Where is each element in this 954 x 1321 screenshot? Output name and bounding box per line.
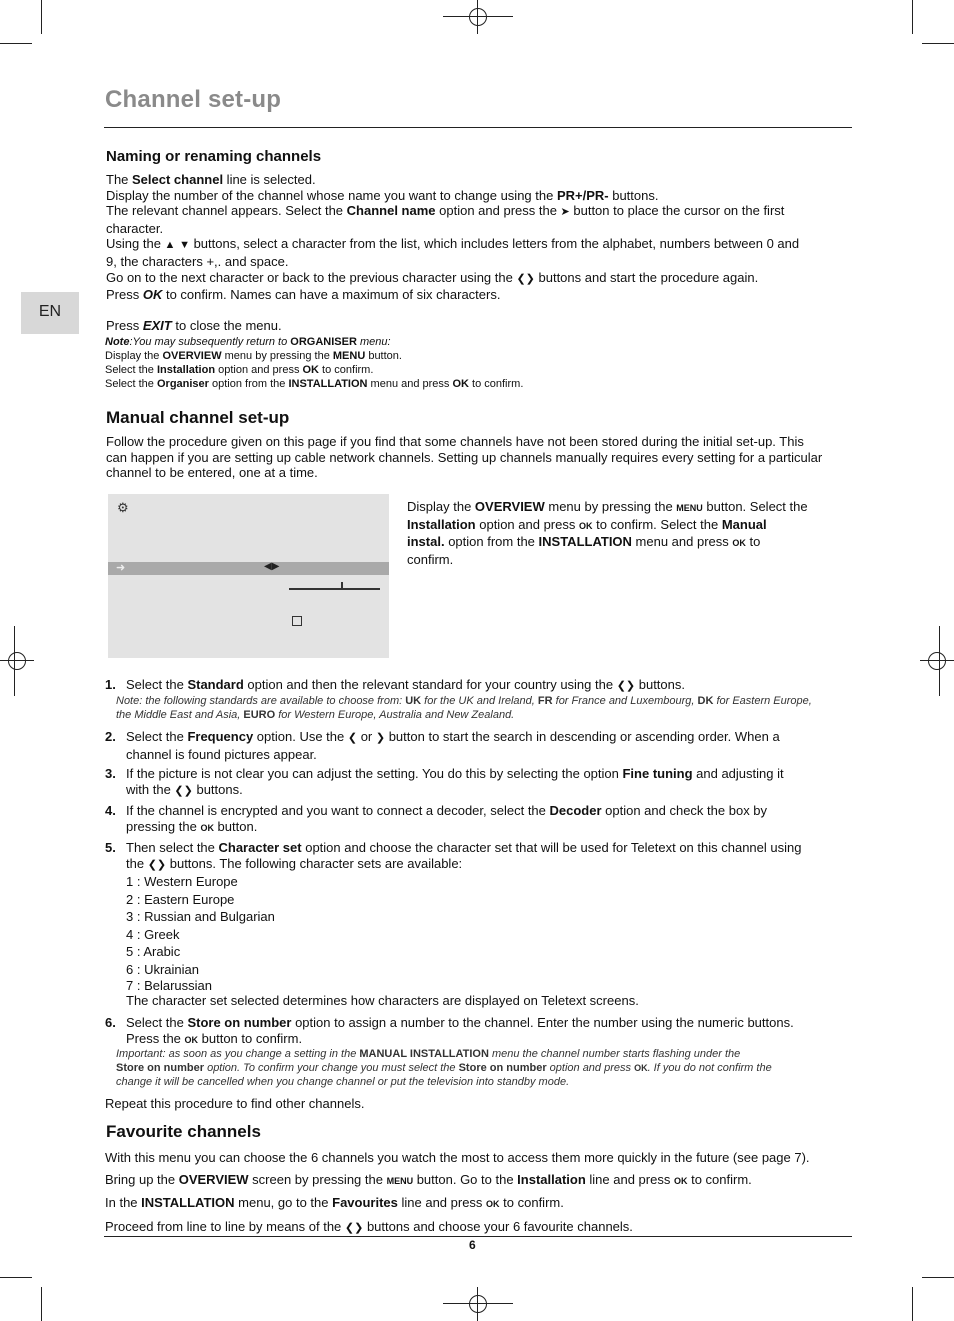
registration-mark (443, 0, 513, 34)
step-3: If the picture is not clear you can adjust the setting. You do this by selecting the option Fine tuning and adjusting it with the ❮❯ buttons. (126, 766, 784, 797)
page-number: 6 (469, 1238, 476, 1252)
arrow-left-right-icon: ❮❯ (344, 1221, 364, 1234)
decoder-checkbox (292, 616, 302, 626)
arrow-down-icon: ▼ (179, 239, 190, 252)
arrow-right-icon: ❯ (375, 732, 386, 744)
crop-mark (0, 1277, 32, 1278)
charset-item: 7 : Belarussian (126, 978, 212, 994)
page-title: Channel set-up (105, 86, 282, 113)
section-heading-naming: Naming or renaming channels (106, 148, 322, 165)
charset-item: 6 : Ukrainian (126, 961, 199, 977)
manual-display-text: Display the OVERVIEW menu by pressing the MENU button. Select the Installation option and press OK to confirm. Select the Manual instal. option from the INSTALLATION menu and press OK to confirm. (407, 499, 808, 567)
registration-mark (0, 644, 34, 678)
step-number: 1. (105, 677, 116, 692)
section-heading-manual: Manual channel set-up (106, 408, 290, 427)
charset-item: 4 : Greek (126, 926, 180, 942)
step-5: Then select the Character set option and choose the character set that will be used for Teletext on this channel using the ❮❯ buttons. The following character sets are available: 1 : Western Europe 2 : Eastern Europe 3 : Russian and Bulgarian 4 : Greek 5 : Arabic 6 : Ukrainian 7 : Belarussian The character set selected determines how characters are displayed on Teletext screens. (126, 840, 852, 1009)
charset-item: 3 : Russian and Bulgarian (126, 909, 275, 925)
menu-selection-bar (108, 562, 389, 575)
step-2: Select the Frequency option. Use the ❮ or ❯ button to start the search in descending or ascending order. When a channel is found pictures appear. (126, 729, 780, 762)
step-4: If the channel is encrypted and you want to connect a decoder, select the Decoder option and check the box by pressing the OK button. (126, 803, 768, 834)
step-number: 3. (105, 766, 116, 781)
tuning-icon: ⚙ (117, 500, 129, 515)
step-number: 5. (105, 840, 116, 855)
slider-handle (341, 582, 343, 589)
crop-mark (912, 0, 913, 34)
crop-mark (41, 1287, 42, 1321)
title-rule (104, 127, 852, 128)
step-6: Select the Store on number option to assign a number to the channel. Enter the number using the numeric buttons. Press the OK button to confirm. (126, 1015, 794, 1046)
charset-item: 2 : Eastern Europe (126, 891, 235, 907)
crop-mark (0, 43, 32, 44)
step-number: 2. (105, 729, 116, 744)
step-number: 6. (105, 1015, 116, 1030)
charset-item: 1 : Western Europe (126, 874, 238, 890)
language-tab: EN (21, 292, 79, 334)
standards-note: Note: the following standards are available to choose from: UK for the UK and Ireland, FR for France and Luxembourg, DK for Eastern Europe, the Middle East and Asia, EURO for Western Europe, Australia and New Zealand. (116, 695, 812, 721)
fine-tuning-slider (289, 588, 380, 590)
registration-mark (443, 1287, 513, 1321)
crop-mark (922, 1277, 954, 1278)
step-number: 4. (105, 803, 116, 818)
naming-text: The Select channel line is selected. Display the number of the channel whose name you want to change using the PR+/PR- buttons. The relevant channel appears. Select the Channel name option and press the ➤ button to place the cursor on the first character. Using the ▲ ▼ buttons, select a character from the list, which includes letters from the alphabet, numbers between 0 and 9, the characters +,. and space. Go on to the next character or back to the previous character using the ❮❯ buttons and start the procedure again. Press OK to confirm. Names can have a maximum of six characters. Press EXIT to close the menu. (106, 172, 800, 334)
manual-installation-menu-screenshot (108, 494, 389, 658)
naming-note: Note:You may subsequently return to ORGANISER menu: Display the OVERVIEW menu by pressing the MENU button. Select the Installation option and press OK to confirm. Select the Organiser option from the INSTALLATION menu and press OK to confirm. (105, 336, 524, 390)
favourites-text: With this menu you can choose the 6 channels you watch the most to access them more quickly in the future (see page 7). Bring up the OVERVIEW screen by pressing the MENU button. Go to the Installation line and press OK to confirm. In the INSTALLATION menu, go to the Favourites line and press OK to confirm. Proceed from line to line by means of the ❮❯ buttons and choose your 6 favourite channels. (105, 1150, 810, 1234)
arrow-left-right-icon: ◀▶ (264, 561, 280, 572)
arrow-left-right-icon: ❮❯ (516, 272, 535, 285)
arrow-up-icon: ▲ (164, 239, 176, 252)
crop-mark (912, 1287, 913, 1321)
arrow-left-right-icon: ❮❯ (147, 858, 167, 871)
arrow-left-icon: ❮ (347, 732, 358, 744)
section-heading-favourites: Favourite channels (106, 1122, 261, 1141)
arrow-left-right-icon: ❮❯ (174, 784, 193, 797)
crop-mark (922, 43, 954, 44)
important-note: Important: as soon as you change a setting in the MANUAL INSTALLATION menu the channel number starts flashing under the Store on number option. To confirm your change you must select the Store on number option and press OK. If you do not confirm the change it will be cancelled when you change channel or put the television into standby mode. (116, 1048, 772, 1088)
manual-intro: Follow the procedure given on this page if you find that some channels have not been stored during the initial set-up. This can happen if you are setting up cable network channels. Setting up channels manually requires every setting for a particular channel to be entered, one at a time. (106, 434, 823, 481)
registration-mark (920, 644, 954, 678)
crop-mark (41, 0, 42, 34)
step-1: Select the Standard option and then the relevant standard for your country using the ❮❯ buttons. (126, 677, 685, 692)
repeat-text: Repeat this procedure to find other channels. (105, 1096, 365, 1111)
arrow-right-icon: ➜ (116, 562, 126, 574)
arrow-left-right-icon: ❮❯ (616, 680, 636, 692)
charset-item: 5 : Arabic (126, 944, 181, 960)
arrow-right-icon: ➤ (560, 206, 570, 219)
footer-rule (104, 1236, 852, 1237)
